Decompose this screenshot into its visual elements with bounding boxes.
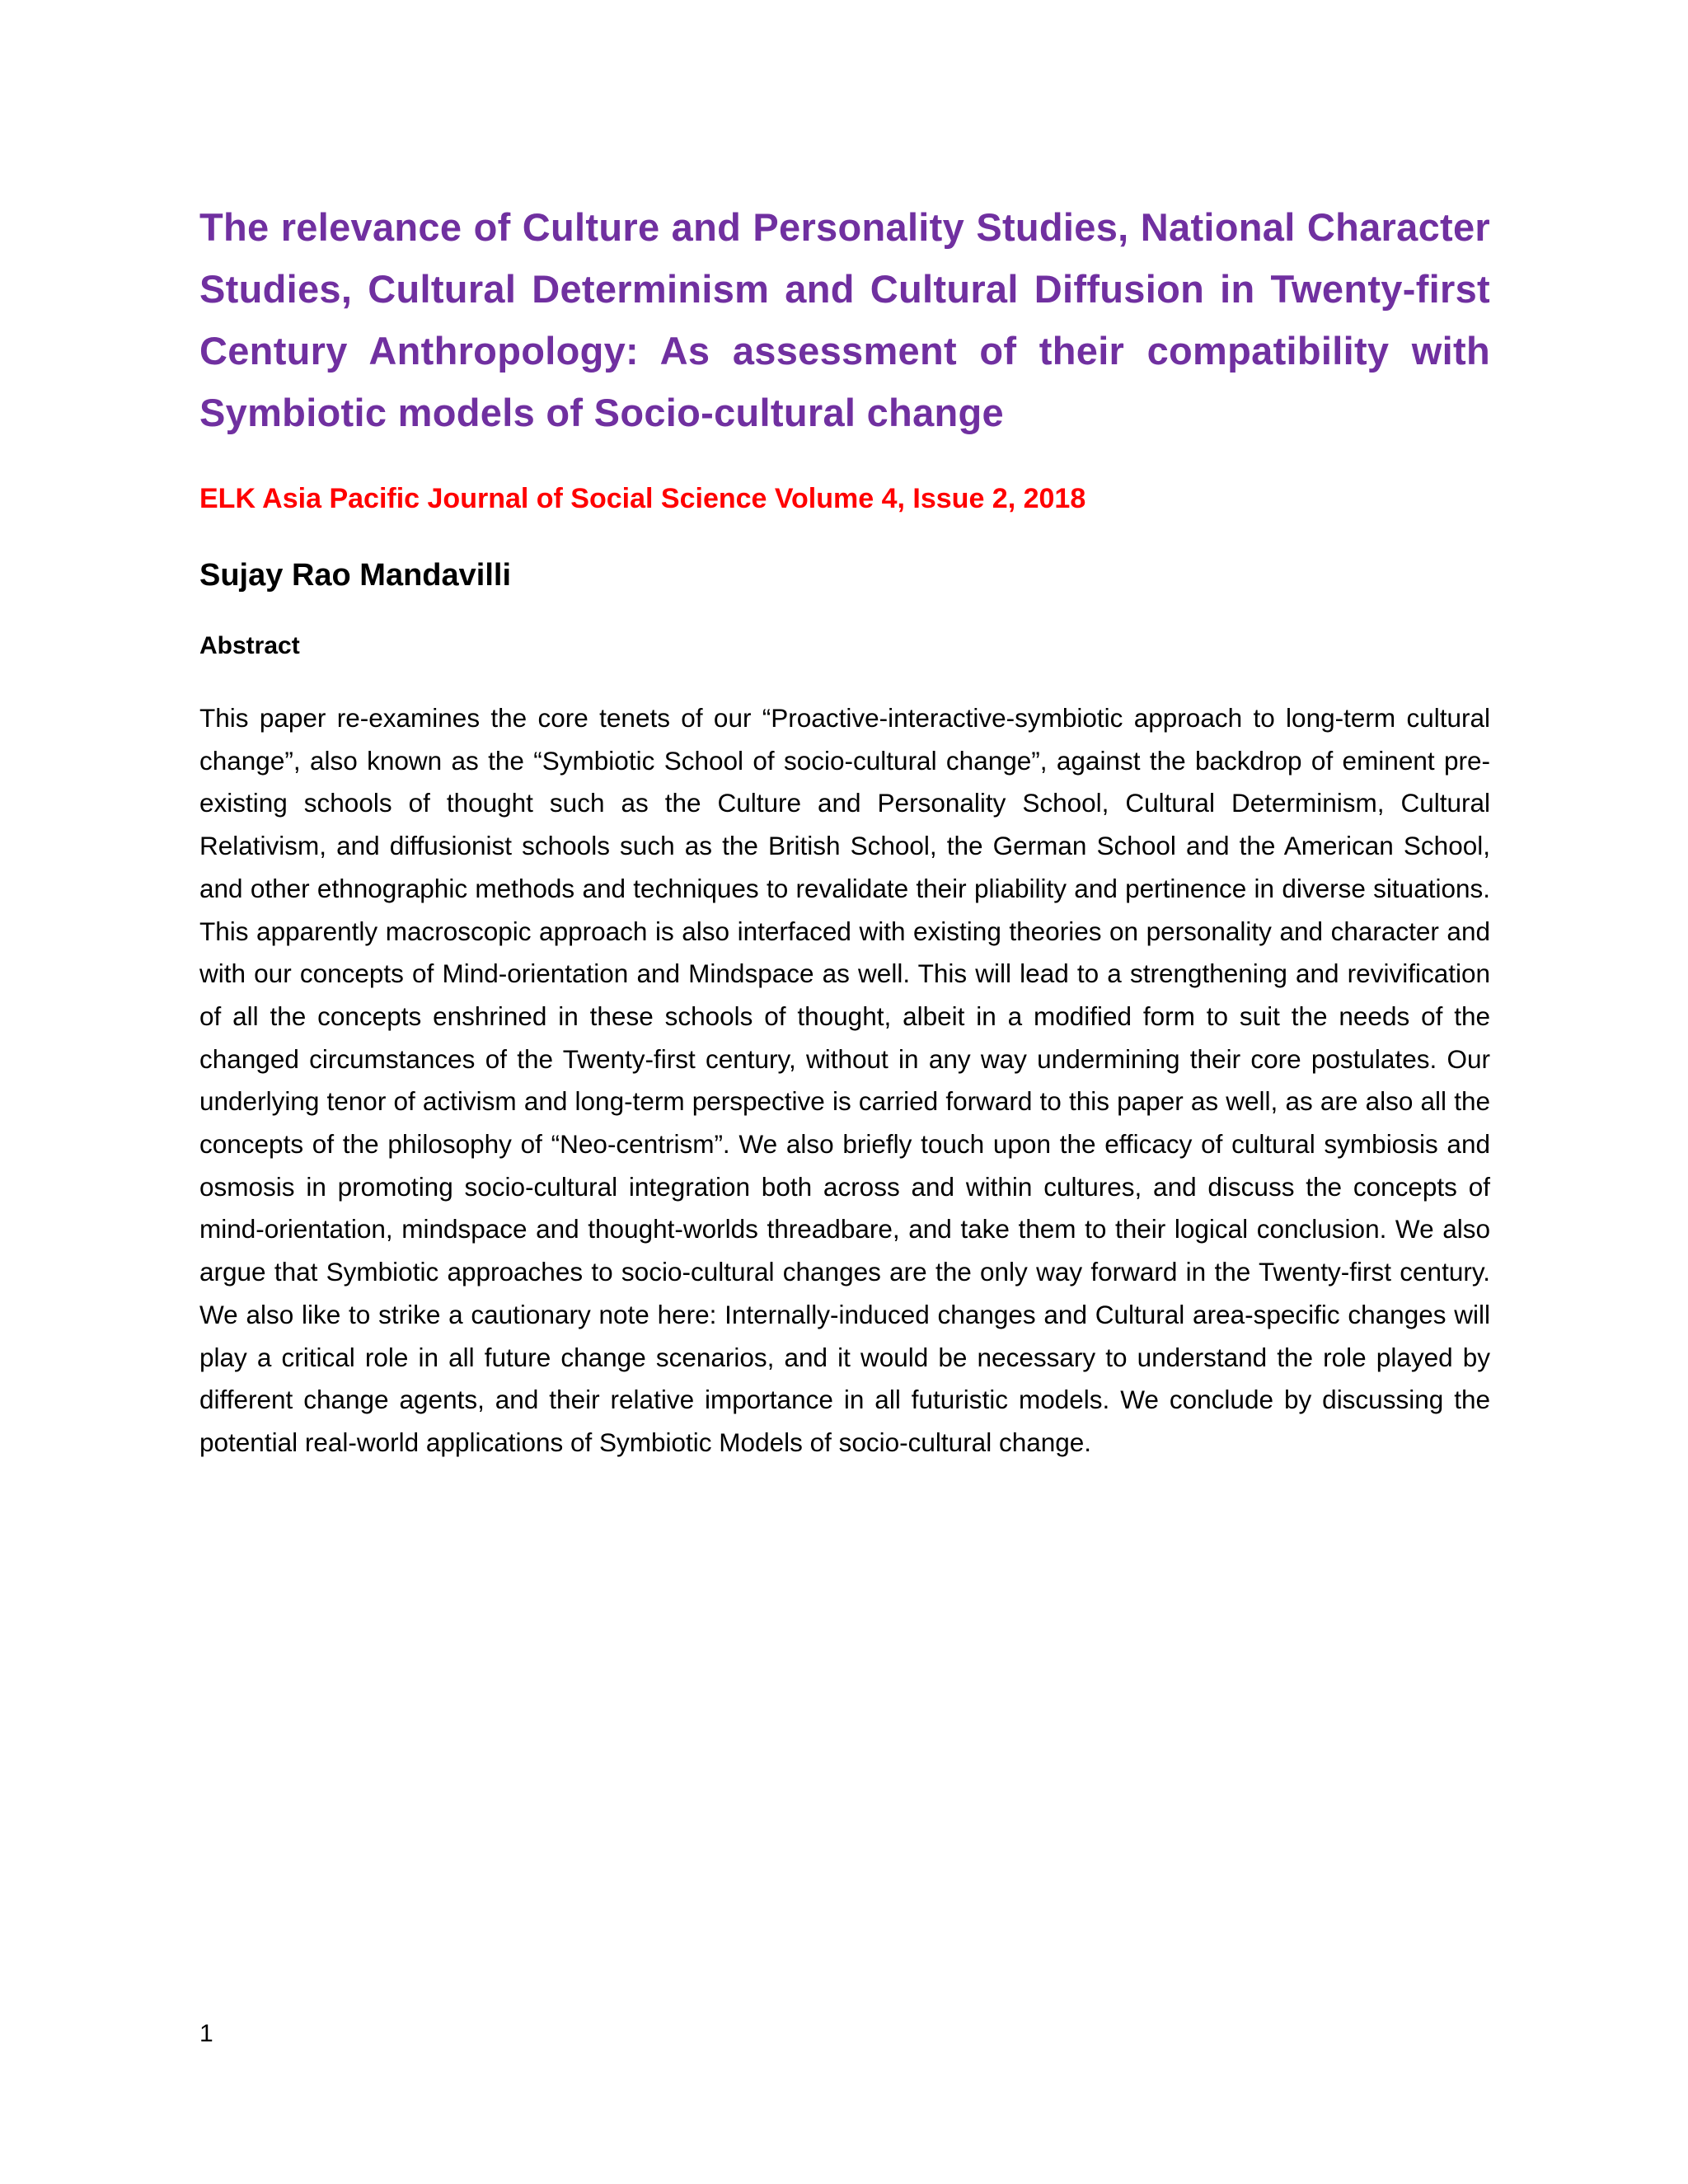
author-name: Sujay Rao Mandavilli <box>199 558 511 593</box>
page-content <box>199 196 1490 1465</box>
journal-citation: ELK Asia Pacific Journal of Social Science Volume 4, Issue 2, 2018 <box>199 483 1086 514</box>
paper-title: The relevance of Culture and Personality Studies, National Character Studies, Cultural Determinism and Cultural Diffusion in Twenty-first Century Anthropology: As assessment of their compatibility with Symbiotic models of Socio-cultural change <box>199 205 1490 434</box>
abstract-heading: Abstract <box>199 632 300 659</box>
abstract-body: This paper re-examines the core tenets of our “Proactive-interactive-symbiotic approach to long-term cultural change”, also known as the “Symbiotic School of socio-cultural change”, against the backdrop of eminent pre-existing schools of thought such as the Culture and Personality School, Cultural Determinism, Cultural Relativism, and diffusionist schools such as the British School, the German School and the American School, and other ethnographic methods and techniques to revalidate their pliability and pertinence in diverse situations. This apparently macroscopic approach is also interfaced with existing theories on personality and character and with our concepts of Mind-orientation and Mindspace as well. This will lead to a strengthening and revivification of all the concepts enshrined in these schools of thought, albeit in a modified form to suit the needs of the changed circumstances of the Twenty-first century, without in any way undermining their core postulates. Our underlying tenor of activism and long-term perspective is carried forward to this paper as well, as are also all the concepts of the philosophy of “Neo-centrism”. We also briefly touch upon the efficacy of cultural symbiosis and osmosis in promoting socio-cultural integration both across and within cultures, and discuss the concepts of mind-orientation, mindspace and thought-worlds threadbare, and take them to their logical conclusion. We also argue that Symbiotic approaches to socio-cultural changes are the only way forward in the Twenty-first century. We also like to strike a cautionary note here: Internally-induced changes and Cultural area-specific changes will play a critical role in all future change scenarios, and it would be necessary to understand the role played by different change agents, and their relative importance in all futuristic models. We conclude by discussing the potential real-world applications of Symbiotic Models of socio-cultural change. <box>199 703 1490 1457</box>
page-number: 1 <box>199 2020 213 2047</box>
